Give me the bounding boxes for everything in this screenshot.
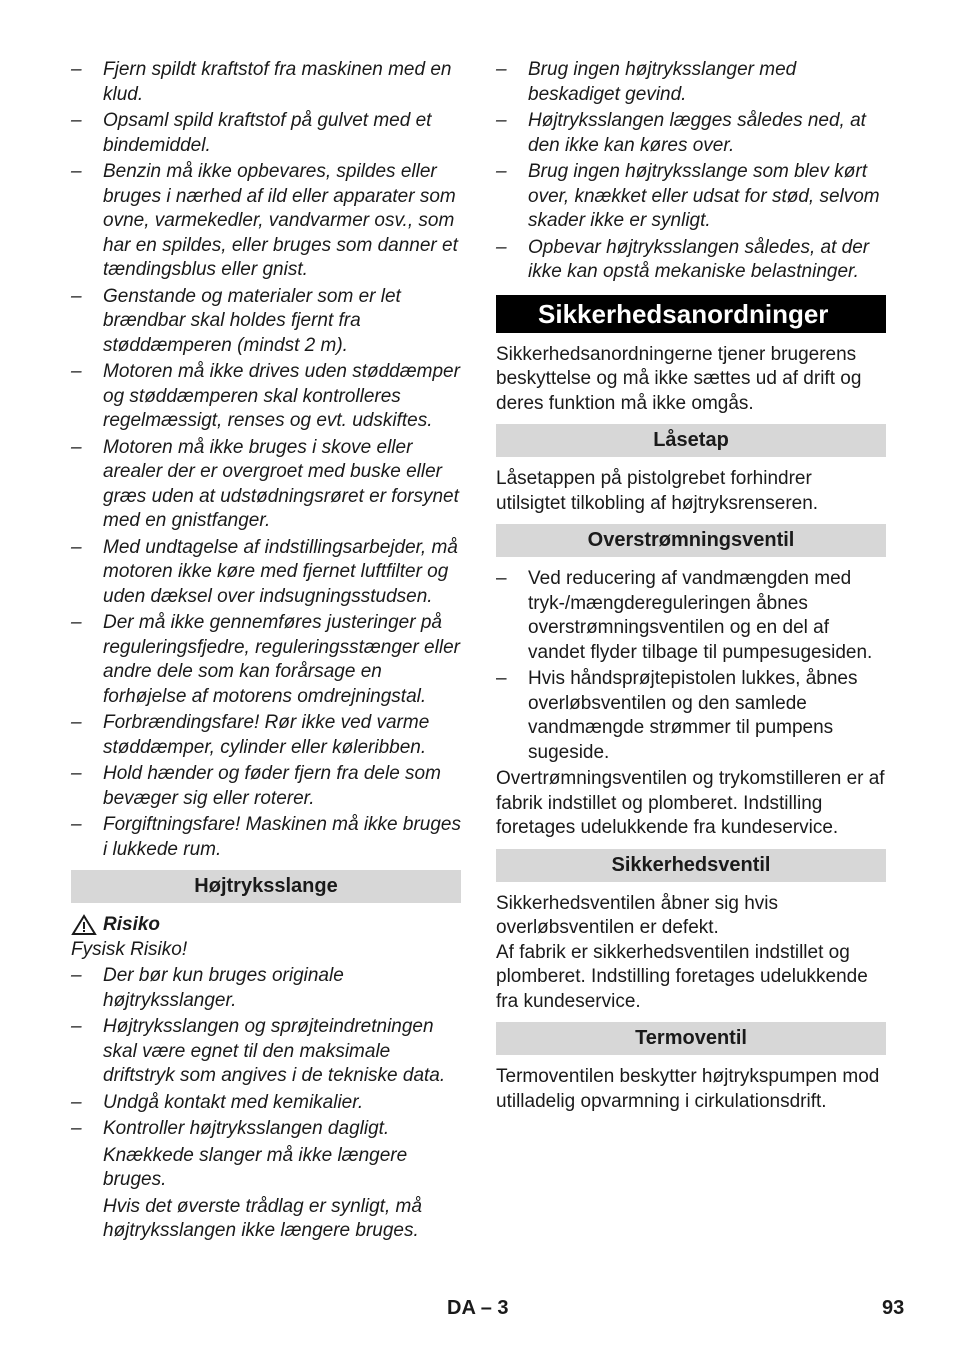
list-item: – Kontroller højtryksslangen dagligt.	[71, 1117, 461, 1142]
fuel-safety-list	[71, 58, 461, 862]
list-item: – Forgiftningsfare! Maskinen må ikke bruges i lukkede rum.	[71, 813, 461, 862]
warning-triangle-icon	[71, 914, 97, 936]
list-item: – Hold hænder og føder fjern fra dele som bevæger sig eller roterer.	[71, 762, 461, 811]
list-item: – Med undtagelse af indstillingsarbejder, må motoren ikke køre med fjernet luftfilter og uden dæksel over indsugningsstudsen.	[71, 536, 461, 610]
thermo-text: Termoventilen beskytter højtrykspumpen mod utilladelig opvarmning i cirkulationsdrift.	[496, 1066, 880, 1112]
overflow-list	[496, 567, 886, 765]
safety-intro: Sikkerhedsanordningerne tjener brugerens beskyttelse og må ikke sættes ud af drift og deres funktion må ikke omgås.	[496, 343, 862, 414]
list-item: – Højtryksslangen og sprøjteindretningen skal være egnet til den maksimale driftstryk som angives i de tekniske data.	[71, 1015, 461, 1089]
overflow-text: Overtrømningsventilen og trykomstilleren er af fabrik indstillet og plomberet. Indstilling foretages udelukkende fra kundeservice.	[496, 768, 885, 838]
section-heading-safety-valve: Sikkerhedsventil	[496, 849, 886, 882]
lock-text: Låsetappen på pistolgrebet forhindrer utilsigtet tilkobling af højtryksrenseren.	[496, 468, 819, 514]
page-number: 93	[882, 1297, 905, 1319]
risk-warning	[71, 913, 461, 938]
risk-text: Fysisk Risiko!	[71, 938, 188, 960]
list-item: – Undgå kontakt med kemikalier.	[71, 1091, 461, 1116]
list-item: – Ved reducering af vandmængden med tryk-/mængdereguleringen åbnes overstrømningsventilen og en del af vandet flyder tilbage til pumpesugesiden.	[496, 567, 886, 665]
list-item: – Højtryksslangen lægges således ned, at den ikke kan køres over.	[496, 109, 886, 158]
hose-list	[71, 964, 461, 1142]
risk-label: Risiko	[103, 914, 161, 935]
list-item: – Forbrændingsfare! Rør ikke ved varme støddæmper, cylinder eller køleribben.	[71, 711, 461, 760]
list-item: – Fjern spildt kraftstof fra maskinen med en klud.	[71, 58, 461, 107]
hose-usage-list	[496, 58, 886, 285]
section-heading-thermo-valve: Termoventil	[496, 1022, 886, 1055]
list-item: – Opbevar højtryksslangen således, at der ikke kan opstå mekaniske belastninger.	[496, 236, 886, 285]
section-heading-safety-devices: Sikkerhedsanordninger	[496, 295, 886, 333]
list-item: – Der må ikke gennemføres justeringer på reguleringsfjedre, reguleringsstænger eller andre dele som kan forårsage en forhøjelse af motorens omdrejningstal.	[71, 611, 461, 709]
list-item: – Hvis håndsprøjtepistolen lukkes, åbnes overløbsventilen og den samlede vandmængde strømmer til pumpens sugeside.	[496, 667, 886, 765]
list-item: – Opsaml spild kraftstof på gulvet med et bindemiddel.	[71, 109, 461, 158]
list-item: – Motoren må ikke drives uden støddæmper og støddæmperen skal kontrolleres regelmæssigt, renses og evt. udskiftes.	[71, 360, 461, 434]
safety-valve-text: Af fabrik er sikkerhedsventilen indstillet og plomberet. Indstilling foretages udelukkende fra kundeservice.	[496, 941, 868, 1012]
list-item: – Brug ingen højtryksslanger med beskadiget gevind.	[496, 58, 886, 107]
list-item: – Der bør kun bruges originale højtryksslanger.	[71, 964, 461, 1013]
section-heading-hose: Højtryksslange	[71, 870, 461, 903]
hose-note: Hvis det øverste trådlag er synligt, må højtryksslangen ikke længere bruges.	[103, 1195, 422, 1241]
list-item: – Benzin må ikke opbevares, spildes eller bruges i nærhed af ild eller apparater som ovne, varmekedler, vandvarmer osv., som har en spildes, eller bruges som danner et tændingsblus eller gnist.	[71, 160, 461, 283]
footer-section: DA – 3	[447, 1297, 509, 1319]
list-item: – Motoren må ikke bruges i skove eller arealer der er overgroet med buske eller græs uden at udstødningsrøret er forsynet med en gnistfanger.	[71, 436, 461, 534]
list-item: – Brug ingen højtryksslange som blev kørt over, knækket eller udsat for stød, selvom skader ikke er synligt.	[496, 160, 886, 234]
section-heading-overflow-valve: Overstrømningsventil	[496, 524, 886, 557]
safety-valve-text: Sikkerhedsventilen åbner sig hvis overløbsventilen er defekt.	[496, 892, 778, 938]
section-heading-lock: Låsetap	[496, 424, 886, 457]
right-column	[496, 58, 886, 1120]
list-item: – Genstande og materialer som er let brændbar skal holdes fjernt fra støddæmperen (mindst 2 m).	[71, 285, 461, 359]
hose-note: Knækkede slanger må ikke længere bruges.	[103, 1144, 408, 1190]
left-column	[71, 58, 461, 1246]
